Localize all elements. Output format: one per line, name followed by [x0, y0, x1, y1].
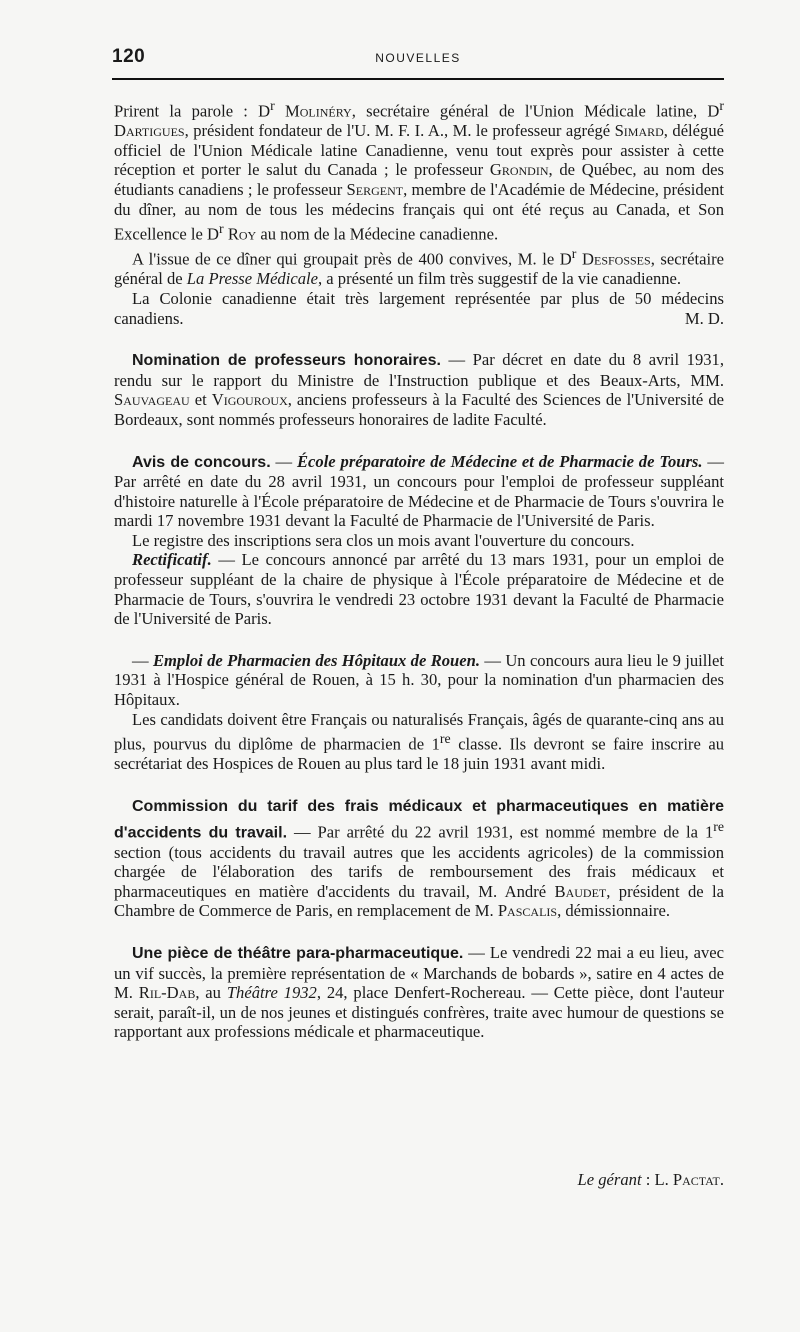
- section-concours: Avis de concours. — École préparatoire de Médecine et de Pharmacie de Tours. — Par arrêté en date du 28 avril 1931, un concours pour l'emploi de professeur suppléant d'histoire naturelle à l'École préparatoire de Médecine et de Pharmacie de Tours s'ouvrira le mardi 17 novembre 1931 devant la Faculté de Pharmacie de l'Université de Paris.: [114, 451, 724, 531]
- paragraph-dinner: A l'issue de ce dîner qui groupait près de 400 convives, M. le $D^r$ Desfosses, secrétaire général de La Presse Médicale, a présenté un film très suggestif de la vie canadienne.: [114, 246, 724, 289]
- section-heading: Nomination de professeurs honoraires.: [132, 352, 441, 370]
- paragraph-rectificatif: Rectificatif. — Le concours annoncé par arrêté du 13 mars 1931, pour un emploi de professeur suppléant de la chaire de physique à l'École préparatoire de Médecine et de Pharmacie de Tours, s'ouvrira le vendredi 23 octobre 1931 devant la Faculté de Pharmacie de l'Université de Paris.: [114, 550, 724, 629]
- article-body: [114, 96, 724, 1042]
- section-heading: Avis de concours.: [132, 453, 271, 471]
- paragraph-candidats: Les candidats doivent être Français ou naturalisés Français, âgés de quarante-cinq ans au plus, pourvus du diplôme de pharmacien de 1re classe. Ils devront se faire inscrire au secrétariat des Hospices de Rouen au plus tard le 18 juin 1931 avant midi.: [114, 709, 724, 774]
- page-number: 120: [112, 46, 146, 67]
- running-title: NOUVELLES: [375, 51, 461, 65]
- header-rule: [112, 78, 724, 80]
- section-heading: Une pièce de théâtre para-pharmaceutique.: [132, 945, 464, 963]
- signature-line: Le gérant : L. Pactat.: [577, 1170, 724, 1189]
- paragraph-registre: Le registre des inscriptions sera clos un mois avant l'ouverture du concours.: [132, 530, 635, 550]
- section-theatre: Une pièce de théâtre para-pharmaceutique. — Le vendredi 22 mai a eu lieu, avec un vif succès, la première représentation de « Marchands de bobards », satire en 4 actes de M. Ril-Dab, au Théâtre 1932, 24, place Denfert-Rochereau. — Cette pièce, dont l'auteur serait, paraît-il, un de nos jeunes et distingués confrères, traite avec humour de questions se rapportant aux professions médicale et pharmaceutique.: [114, 943, 725, 1042]
- paragraph-speakers: Prirent la parole : $D^r$ Molinéry, secrétaire général de l'Union Médicale latine, $D^r$ Dartigues, président fondateur de l'U. M. F. I. A., M. le professeur agrégé Simard, délégué officiel de l'Union Médicale latine Canadienne, venu tout exprès pour assister à cette réception et porter le salut du Canada ; le professeur Grondin, de Québec, au nom des étudiants canadiens ; le professeur Sergent, membre de l'Académie de Médecine, président du dîner, au nom de tous les médecins français qui ont été reçus au Canada, et Son Excellence le $D^r$ Roy au nom de la Médecine canadienne.: [114, 98, 725, 244]
- signoff-initials: M. D.: [684, 308, 724, 328]
- section-heading: Commission du tarif des frais médicaux et pharmaceutiques en matière d'accidents du travail.: [114, 797, 724, 842]
- section-rouen: — Emploi de Pharmacien des Hôpitaux de Rouen. — Un concours aura lieu le 9 juillet 1931 à l'Hospice général de Rouen, à 15 h. 30, pour la nomination d'un pharmacien des Hôpitaux.: [114, 650, 724, 710]
- section-nomination: Nomination de professeurs honoraires. — Par décret en date du 8 avril 1931, rendu sur le rapport du Ministre de l'Instruction publique et des Beaux-Arts, MM. Sauvageau et Vigouroux, anciens professeurs à la Faculté des Sciences de l'Université de Bordeaux, sont nommés professeurs honoraires de ladite Faculté.: [114, 350, 724, 429]
- section-commission: Commission du tarif des frais médicaux et pharmaceutiques en matière d'accidents du travail. — Par arrêté du 22 avril 1931, est nommé membre de la 1re section (tous accidents du travail autres que les accidents agricoles) de la commission chargée de l'élaboration des tarifs de remboursement des frais médicaux et pharmaceutiques en matière d'accidents du travail, M. André Baudet, président de la Chambre de Commerce de Paris, en remplacement de M. Pascalis, démissionnaire.: [114, 797, 724, 921]
- paragraph-colony: La Colonie canadienne était très largement représentée par plus de 50 médecins canadiens. M. D.: [114, 288, 724, 328]
- page-header: [112, 46, 724, 70]
